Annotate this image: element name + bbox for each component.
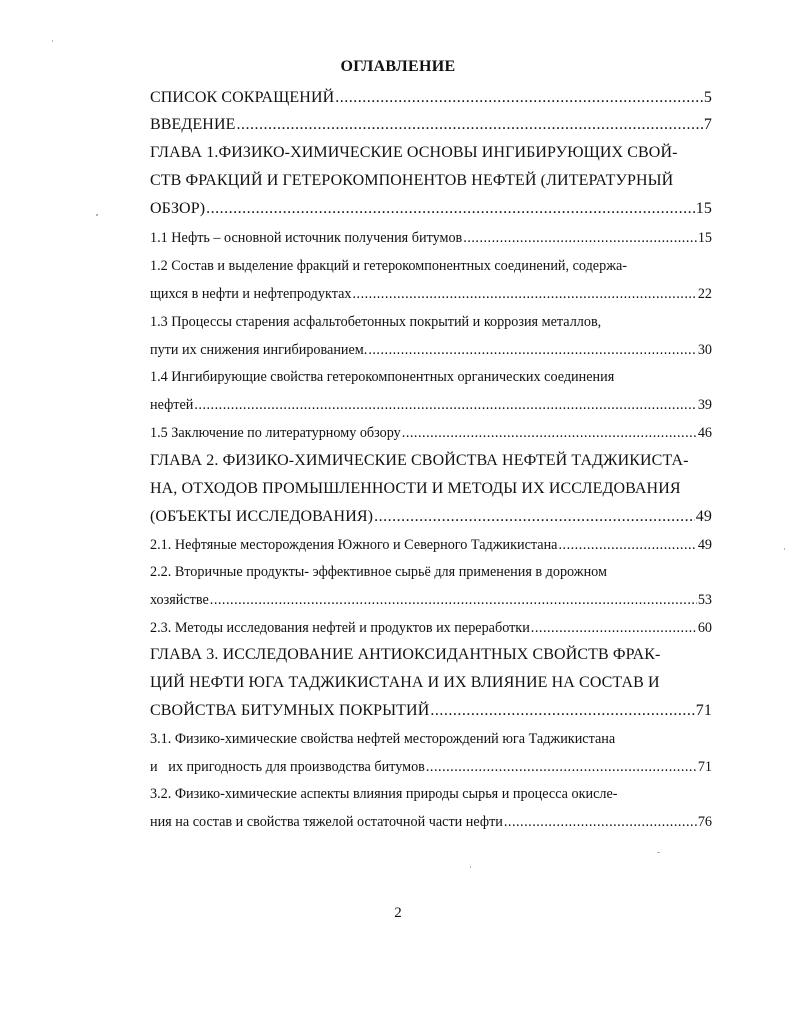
leader-dots <box>368 340 696 360</box>
toc-entry-2-1[interactable] <box>150 535 712 555</box>
toc-page-number: 60 <box>697 620 712 636</box>
toc-page-number: 15 <box>697 230 712 246</box>
leader-dots <box>352 284 696 304</box>
toc-entry-text: и их пригодность для производства битумов <box>150 759 425 775</box>
leader-dots <box>558 535 696 555</box>
toc-entry-abbreviations[interactable] <box>150 88 712 108</box>
leader-dots <box>194 395 696 415</box>
toc-entry-text: СВОЙСТВА БИТУМНЫХ ПОКРЫТИЙ <box>150 702 430 719</box>
toc-page-number: 71 <box>697 759 712 775</box>
scan-speck <box>52 40 53 42</box>
toc-page-number: 7 <box>703 116 712 133</box>
leader-dots <box>430 701 694 721</box>
toc-entry-text: СПИСОК СОКРАЩЕНИЙ <box>150 89 335 106</box>
toc-entry-text: ВВЕДЕНИЕ <box>150 116 236 133</box>
toc-entry-1-2-line-1: 1.2 Состав и выделение фракций и гетерокомпонентных соединений, содержа- <box>150 258 628 274</box>
toc-page-number: 71 <box>695 702 712 719</box>
toc-page-number: 30 <box>697 342 712 358</box>
toc-entry-chapter-3-line-2: ЦИЙ НЕФТИ ЮГА ТАДЖИКИСТАНА И ИХ ВЛИЯНИЕ НА СОСТАВ И <box>150 674 660 691</box>
toc-page-number: 5 <box>703 89 712 106</box>
toc-entry-chapter-1-line-2: СТВ ФРАКЦИЙ И ГЕТЕРОКОМПОНЕНТОВ НЕФТЕЙ (ЛИТЕРАТУРНЫЙ <box>150 172 674 189</box>
toc-entry-text: пути их снижения ингибированием. <box>150 342 368 358</box>
toc-entry-3-1[interactable] <box>150 757 712 777</box>
toc-entry-text: нефтей <box>150 397 194 413</box>
leader-dots <box>402 423 697 443</box>
toc-entry-text: 1.5 Заключение по литературному обзору <box>150 425 401 441</box>
toc-entry-1-3-line-1: 1.3 Процессы старения асфальтобетонных покрытий и коррозия металлов, <box>150 314 602 330</box>
toc-entry-1-2[interactable] <box>150 284 712 304</box>
toc-entry-text: (ОБЪЕКТЫ ИССЛЕДОВАНИЯ) <box>150 508 374 525</box>
toc-page-number: 46 <box>697 425 712 441</box>
toc-entry-3-2-line-1: 3.2. Физико-химические аспекты влияния природы сырья и процесса окисле- <box>150 786 618 802</box>
scan-speck <box>784 548 785 550</box>
leader-dots <box>335 88 703 108</box>
leader-dots <box>374 507 695 527</box>
toc-entry-2-2[interactable] <box>150 590 712 610</box>
toc-entry-text: щихся в нефти и нефтепродуктах <box>150 286 352 302</box>
leader-dots <box>210 590 697 610</box>
toc-entry-introduction[interactable] <box>150 115 712 135</box>
toc-entry-1-1[interactable] <box>150 228 712 248</box>
toc-page-number: 22 <box>697 286 712 302</box>
toc-page-number: 53 <box>697 592 712 608</box>
toc-entry-3-1-line-1: 3.1. Физико-химические свойства нефтей месторождений юга Таджикистана <box>150 731 616 747</box>
toc-entry-3-2[interactable] <box>150 812 712 832</box>
toc-entry-1-5[interactable] <box>150 423 712 443</box>
toc-page-number: 49 <box>697 537 712 553</box>
toc-entry-text: ния на состав и свойства тяжелой остаточной части нефти <box>150 814 503 830</box>
toc-entry-chapter-2[interactable] <box>150 507 712 527</box>
toc-entry-chapter-2-line-2: НА, ОТХОДОВ ПРОМЫШЛЕННОСТИ И МЕТОДЫ ИХ ИССЛЕДОВАНИЯ <box>150 480 681 497</box>
toc-page-number: 39 <box>697 397 712 413</box>
toc-entry-1-4[interactable] <box>150 395 712 415</box>
leader-dots <box>237 115 703 135</box>
scan-speck <box>470 866 471 868</box>
leader-dots <box>504 812 697 832</box>
page-number: 2 <box>394 905 402 921</box>
leader-dots <box>463 228 697 248</box>
toc-entry-text: 2.3. Методы исследования нефтей и продуктов их переработки <box>150 620 530 636</box>
toc-entry-chapter-3[interactable] <box>150 701 712 721</box>
toc-entry-chapter-1-line-1: ГЛАВА 1.ФИЗИКО-ХИМИЧЕСКИЕ ОСНОВЫ ИНГИБИРУЮЩИХ СВОЙ- <box>150 144 678 161</box>
toc-entry-2-2-line-1: 2.2. Вторичные продукты- эффективное сырьё для применения в дорожном <box>150 564 607 580</box>
toc-entry-chapter-1[interactable] <box>150 199 712 219</box>
toc-entry-text: 1.1 Нефть – основной источник получения битумов <box>150 230 463 246</box>
scan-speck <box>657 852 660 853</box>
leader-dots <box>206 199 695 219</box>
scan-speck <box>96 214 98 216</box>
toc-entry-text: 2.1. Нефтяные месторождения Южного и Северного Таджикистана <box>150 537 558 553</box>
toc-entry-1-4-line-1: 1.4 Ингибирующие свойства гетерокомпонентных органических соединения <box>150 369 615 385</box>
toc-page-number: 49 <box>695 508 712 525</box>
page-title: ОГЛАВЛЕНИЕ <box>340 58 456 75</box>
toc-page-number: 15 <box>695 200 712 217</box>
leader-dots <box>531 618 697 638</box>
toc-page-number: 76 <box>697 814 712 830</box>
toc-entry-text: хозяйстве <box>150 592 209 608</box>
toc-entry-text: ОБЗОР) <box>150 200 206 217</box>
toc-entry-chapter-2-line-1: ГЛАВА 2. ФИЗИКО-ХИМИЧЕСКИЕ СВОЙСТВА НЕФТЕЙ ТАДЖИКИСТА- <box>150 452 689 469</box>
toc-entry-2-3[interactable] <box>150 618 712 638</box>
toc-entry-chapter-3-line-1: ГЛАВА 3. ИССЛЕДОВАНИЕ АНТИОКСИДАНТНЫХ СВОЙСТВ ФРАК- <box>150 646 661 663</box>
toc-entry-1-3[interactable] <box>150 340 712 360</box>
leader-dots <box>426 757 697 777</box>
